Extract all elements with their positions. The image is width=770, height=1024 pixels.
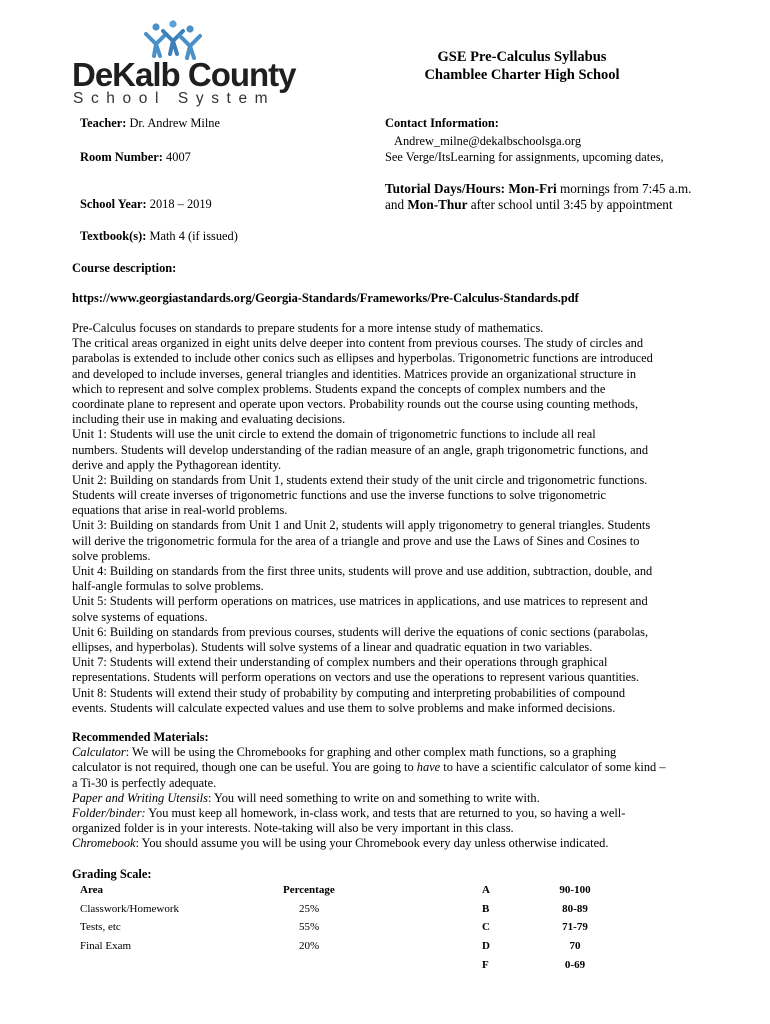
letter-grade: D xyxy=(482,940,490,952)
grade-range: 0-69 xyxy=(564,959,586,971)
area-cell: Classwork/Homework xyxy=(80,903,179,915)
school-year: 2018 – 2019 xyxy=(149,197,212,211)
area-cell: Final Exam xyxy=(80,940,132,952)
contact-label: Contact Information: xyxy=(385,116,499,130)
contact-note: See Verge/ItsLearning for assignments, upcoming dates, xyxy=(385,150,664,164)
letter-grade: F xyxy=(482,959,489,971)
grade-range: 80-89 xyxy=(562,903,588,915)
textbook-label: Textbook(s): xyxy=(80,229,147,243)
textbook: Math 4 (if issued) xyxy=(149,229,238,243)
grading-scale-label: Grading Scale: xyxy=(72,867,152,881)
tutorial-line-1: Tutorial Days/Hours: Mon-Fri mornings from 7:45 a.m. xyxy=(385,181,692,196)
teacher-label: Teacher: xyxy=(80,116,127,130)
recommended-materials: Recommended Materials: Calculator: We will be using the Chromebooks for graphing and other complex math functions, so a graphing calculator is not required, though one can be useful. You are going to have to have a scientific calculator of some kind – a Ti-30 is perfectly adequate. Paper and Writing Utensils: You will need something to write on and something to write with. Folder/binder: You must keep all homework, in-class work, and tests that are returned to you, so having a well- organized folder is in your interests. Note-taking will also be very important in this class. Chromebook: You should assume you will be using your Chromebook every day unless otherwise indicated. xyxy=(72,730,666,851)
course-description: Pre-Calculus focuses on standards to prepare students for a more intense study of mathematics. The critical areas organized in eight units delve deeper into content from previous courses. The study of circles and parabolas is extended to include other conics such as ellipses and hyperbolas. Trigonometric functions are introduced and developed to include inverses, general triangles and identities. Matrices provide an organizational structure in which to represent and solve complex problems. Students expand the concepts of complex numbers and the coordinate plane to represent and operate upon vectors. Probability rounds out the course using counting methods, including their use in making and evaluating decisions. Unit 1: Students will use the unit circle to extend the domain of trigonometric functions to include all real numbers. Students will develop understanding of the radian measure of an angle, graph trigonometric functions, and derive and apply the Pythagorean identity. Unit 2: Building on standards from Unit 1, students extend their study of the unit circle and trigonometric functions. Students will create inverses of trigonometric functions and use the inverse functions to solve trigonometric equations that arise in real-world problems. Unit 3: Building on standards from Unit 1 and Unit 2, students will apply trigonometry to general triangles. Students will derive the trigonometric formula for the area of a triangle and prove and use the Laws of Sines and Cosines to solve problems. Unit 4: Building on standards from the first three units, students will prove and use addition, subtraction, double, and half-angle formulas to solve problems. Unit 5: Students will perform operations on matrices, use matrices in applications, and use matrices to represent and solve systems of equations. Unit 6: Building on standards from previous courses, students will derive the equations of conic sections (parabolas, ellipses, and hyperbolas). Students will solve systems of a linear and quadratic equation in two variables. Unit 7: Students will extend their understanding of complex numbers and their operations through graphical representations. Students will perform operations on vectors and use the operations to represent various quantities. Unit 8: Students will extend their study of probability by computing and interpreting probabilities of compound events. Students will calculate expected values and use them to solve problems and make informed decisions. xyxy=(72,321,653,715)
logo-name: DeKalb County xyxy=(72,56,296,93)
grade-range: 90-100 xyxy=(559,884,591,896)
letter-grade: C xyxy=(482,921,490,933)
standards-link[interactable]: https://www.georgiastandards.org/Georgia-Standards/Frameworks/Pre-Calculus-Standards.pdf xyxy=(72,291,579,305)
syllabus-title: GSE Pre-Calculus Syllabus xyxy=(437,49,607,65)
course-description-label: Course description: xyxy=(72,261,177,275)
pct-cell: 25% xyxy=(299,903,320,915)
room-label: Room Number: xyxy=(80,150,163,164)
tutorial-line-2: and Mon-Thur after school until 3:45 by appointment xyxy=(385,197,673,212)
letter-grade: A xyxy=(482,884,490,896)
letter-grade: B xyxy=(482,903,490,915)
school-title: Chamblee Charter High School xyxy=(424,67,620,83)
area-header: Area xyxy=(80,884,104,896)
area-cell: Tests, etc xyxy=(80,921,121,933)
teacher-name: Dr. Andrew Milne xyxy=(129,116,220,130)
grade-range: 71-79 xyxy=(562,921,588,933)
logo-subtitle: School System xyxy=(73,90,276,107)
pct-cell: 55% xyxy=(299,921,320,933)
contact-email[interactable]: Andrew_milne@dekalbschoolsga.org xyxy=(394,134,582,148)
percentage-header: Percentage xyxy=(283,884,335,896)
pct-cell: 20% xyxy=(299,940,320,952)
room-number: 4007 xyxy=(166,150,191,164)
grade-range: 70 xyxy=(569,940,581,952)
school-year-label: School Year: xyxy=(80,197,147,211)
